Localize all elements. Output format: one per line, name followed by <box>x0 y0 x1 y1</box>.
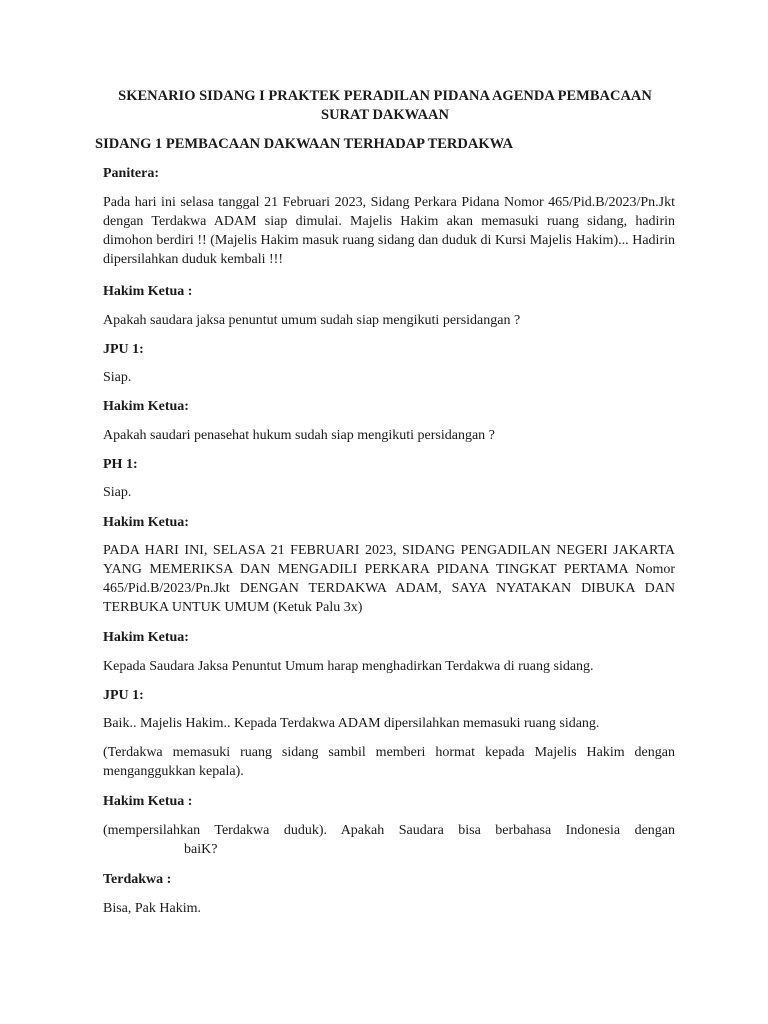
dialogue-text: Baik.. Majelis Hakim.. Kepada Terdakwa ADAM dipersilahkan memasuki ruang sidang. <box>103 716 600 731</box>
speaker-label: Hakim Ketua : <box>103 794 193 809</box>
dialogue-text: Kepada Saudara Jaksa Penuntut Umum harap menghadirkan Terdakwa di ruang sidang. <box>103 659 594 674</box>
dialogue-text: PADA HARI INI, SELASA 21 FEBRUARI 2023, SIDANG PENGADILAN NEGERI JAKARTA YANG MEMERIKSA DAN MENGADILI PERKARA PIDANA TINGKAT PERTAMA Nomor 465/Pid.B/2023/Pn.Jkt DENGAN TERDAKWA ADAM, SAYA NYATAKAN DIBUKA DAN TERBUKA UNTUK UMUM (Ketuk Palu 3x) <box>103 543 675 615</box>
stage-direction: (Terdakwa memasuki ruang sidang sambil memberi hormat kepada Majelis Hakim dengan menganggukkan kepala). <box>103 745 675 779</box>
speaker-label: JPU 1: <box>103 342 144 357</box>
speaker-label: Hakim Ketua : <box>103 284 193 299</box>
speaker-label: PH 1: <box>103 457 138 472</box>
dialogue-text: Apakah saudara jaksa penuntut umum sudah siap mengikuti persidangan ? <box>103 313 521 328</box>
dialogue-text: Apakah saudari penasehat hukum sudah siap mengikuti persidangan ? <box>103 428 495 443</box>
speaker-label: Hakim Ketua: <box>103 630 189 645</box>
section-heading: SIDANG 1 PEMBACAAN DAKWAAN TERHADAP TERDAKWA <box>95 136 513 152</box>
dialogue-line: (mempersilahkan Terdakwa duduk). Apakah Saudara bisa berbahasa Indonesia dengan <box>103 823 675 838</box>
speaker-label: Panitera: <box>103 166 159 181</box>
speaker-label: JPU 1: <box>103 688 144 703</box>
document-title: SKENARIO SIDANG I PRAKTEK PERADILAN PIDANA AGENDA PEMBACAAN SURAT DAKWAAN <box>118 88 652 123</box>
dialogue-text: Siap. <box>103 370 132 385</box>
speaker-label: Hakim Ketua: <box>103 399 189 414</box>
speaker-label: Hakim Ketua: <box>103 515 189 530</box>
dialogue-text: Siap. <box>103 485 132 500</box>
dialogue-text: Bisa, Pak Hakim. <box>103 901 201 916</box>
dialogue-line: baiK? <box>184 842 218 857</box>
speaker-label: Terdakwa : <box>103 872 172 887</box>
dialogue-text: Pada hari ini selasa tanggal 21 Februari 2023, Sidang Perkara Pidana Nomor 465/Pid.B/2023/Pn.Jkt dengan Terdakwa ADAM siap dimulai. Majelis Hakim akan memasuki ruang sidang, hadirin dimohon berdiri !! (Majelis Hakim masuk ruang sidang dan duduk di Kursi Majelis Hakim)... Hadirin dipersilahkan duduk kembali !!! <box>103 195 675 267</box>
dialogue-text <box>103 821 675 859</box>
